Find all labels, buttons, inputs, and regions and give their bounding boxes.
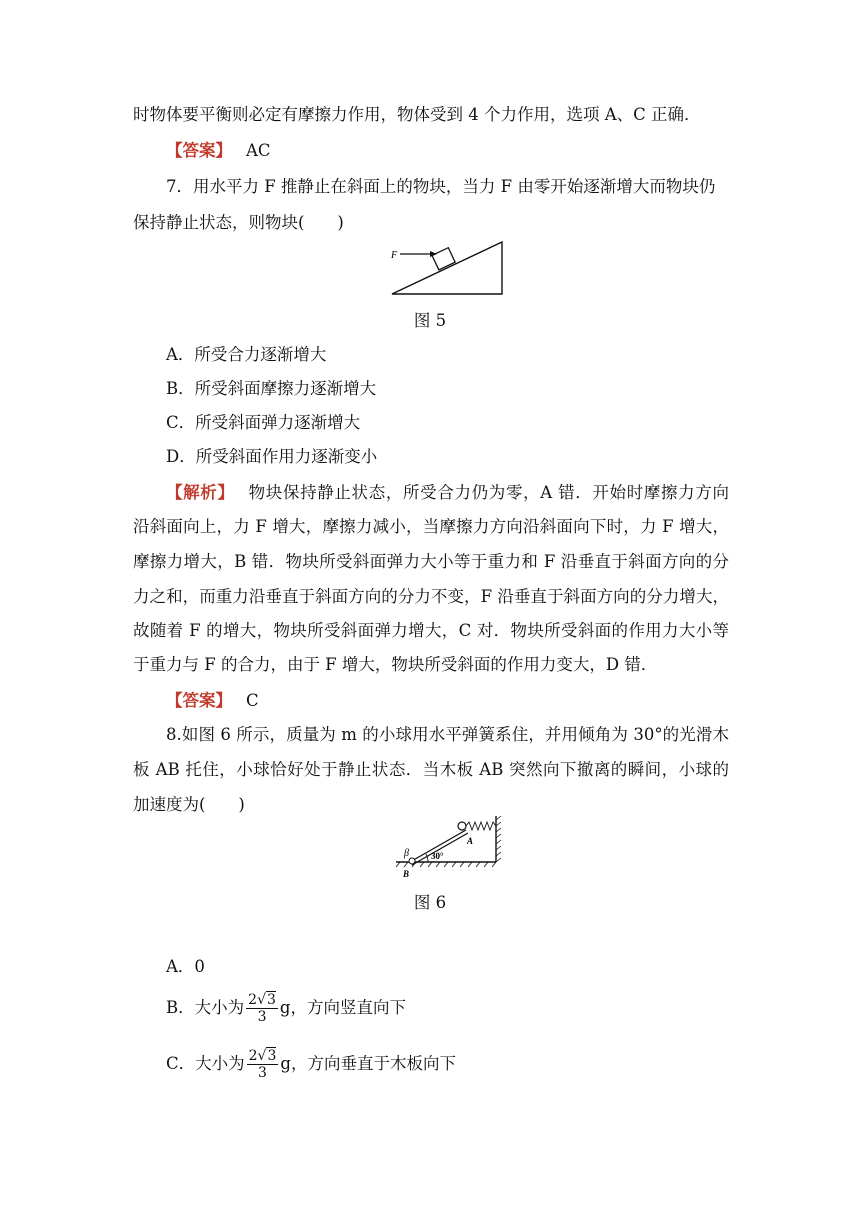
question-8-line-2: 板 AB 托住，小球恰好处于静止状态．当木板 AB 突然向下撤离的瞬间，小球的 [133,760,729,779]
q8-option-c [166,1046,456,1082]
answer-value: AC [246,141,271,160]
answer-label-7: 【答案】 [166,691,232,710]
fraction [247,1048,279,1081]
q8-option-b-suffix: g，方向竖直向下 [279,998,406,1017]
answer-line [166,140,271,162]
question-8-line-3: 加速度为( ) [133,795,245,814]
fraction-denominator: 3 [258,1065,267,1081]
q8-option-c-suffix: g，方向垂直于木板向下 [280,1054,456,1073]
q7-option-b: B．所受斜面摩擦力逐渐增大 [166,379,377,398]
fig5-label-f: F [391,250,398,261]
fraction-numerator: 2√3 [248,1048,277,1064]
q8-option-b-prefix: B．大小为 [166,998,245,1017]
q8-option-a: A．0 [166,957,205,976]
analysis-line-6: 于重力与 F 的合力，由于 F 增大，物块所受斜面的作用力变大，D 错． [133,655,658,674]
analysis-label: 【解析】 [166,483,235,502]
fraction-denominator: 3 [257,1009,267,1025]
fig6-label-beta: β [404,848,409,859]
answer-value-7: C [246,691,259,710]
numerator-coefficient: 2 [248,992,258,1008]
fig6-label-b: B [403,869,410,879]
question-7-line-2: 保持静止状态，则物块( ) [133,213,344,232]
analysis-line-1 [166,482,729,504]
analysis-line-5: 故随着 F 的增大，物块所受斜面弹力增大，C 对．物块所受斜面的作用力大小等 [133,621,729,640]
q7-option-d: D．所受斜面作用力逐渐变小 [166,447,378,466]
numerator-radicand: 3 [266,992,276,1008]
fraction-numerator: 2√3 [248,992,276,1008]
analysis-line-3: 摩擦力增大，B 错．物块所受斜面弹力大小等于重力和 F 沿垂直于斜面方向的分 [133,552,729,571]
q7-option-c: C．所受斜面弹力逐渐增大 [166,413,361,432]
numerator-coefficient: 2 [248,1048,258,1064]
figure-6 [392,812,504,880]
q8-option-b [166,990,406,1026]
q7-option-a: A．所受合力逐渐增大 [166,345,327,364]
analysis-line-4: 力之和，而重力沿垂直于斜面方向的分力不变，F 沿垂直于斜面方向的分力增大， [133,587,729,606]
numerator-radicand: 3 [267,1048,277,1064]
fraction [246,992,278,1025]
fig6-label-a: A [467,836,474,846]
fig6-label-angle: 30° [431,851,444,861]
text-line: 时物体要平衡则必定有摩擦力作用，物体受到 4 个力作用，选项 A、C 正确． [133,105,701,124]
answer-label: 【答案】 [166,141,232,160]
analysis-line-2: 沿斜面向上，力 F 增大，摩擦力减小，当摩擦力方向沿斜面向下时，力 F 增大， [133,517,729,536]
q8-option-c-prefix: C．大小为 [166,1054,245,1073]
question-7-line-1: 7．用水平力 F 推静止在斜面上的物块，当力 F 由零开始逐渐增大而物块仍 [166,177,716,196]
analysis-text: 物块保持静止状态，所受合力仍为零，A 错．开始时摩擦力方向 [248,483,729,502]
figure-5 [388,236,508,300]
figure-5-caption: 图 5 [413,311,447,330]
question-8-line-1: 8.如图 6 所示，质量为 m 的小球用水平弹簧系住，并用倾角为 30°的光滑木 [166,725,729,744]
figure-6-caption: 图 6 [413,893,447,912]
answer-line-7 [166,690,259,712]
